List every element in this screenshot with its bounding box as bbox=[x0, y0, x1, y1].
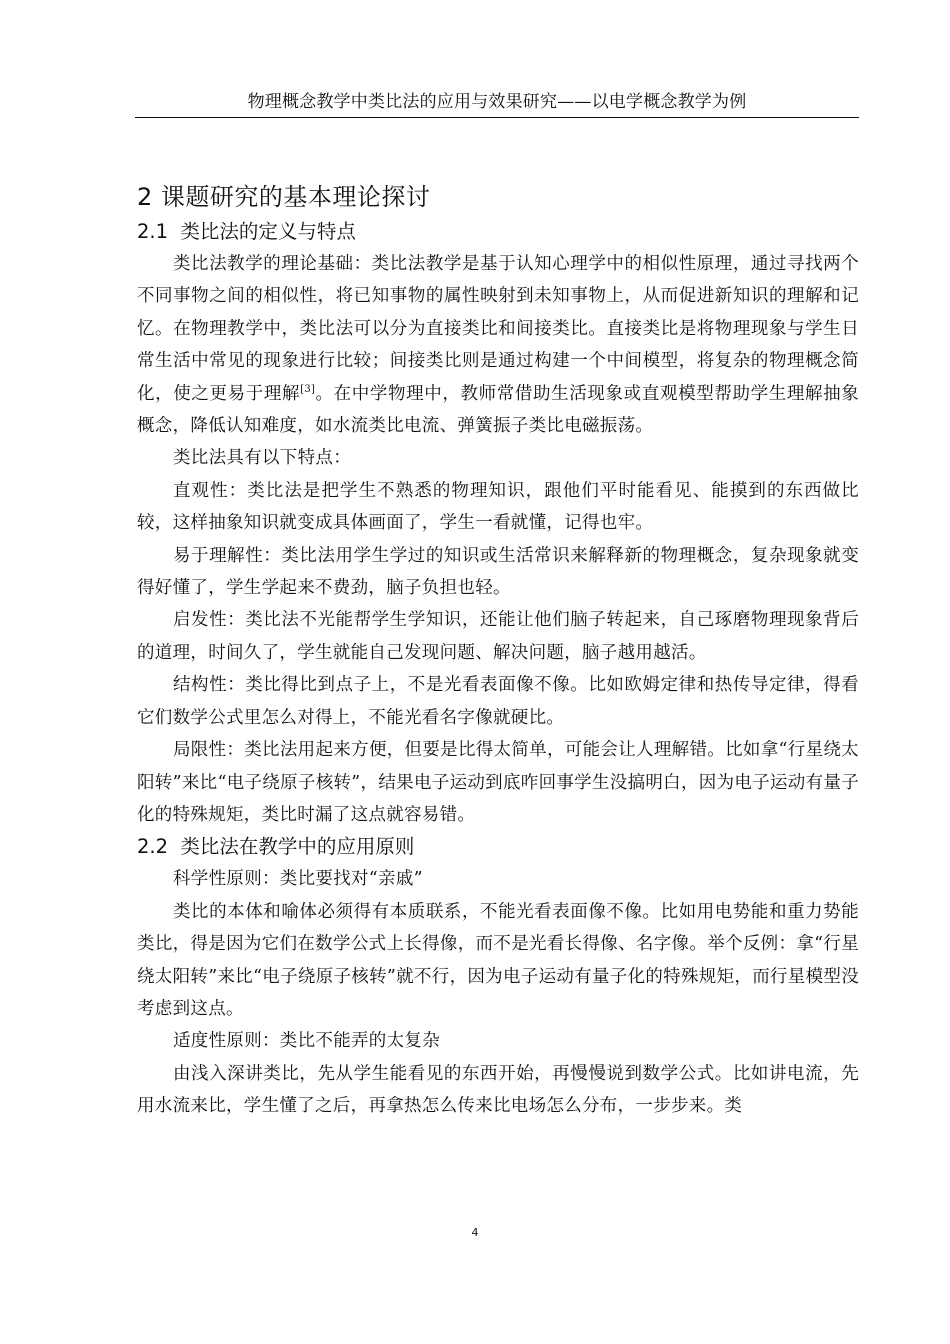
chapter-heading bbox=[137, 178, 859, 216]
paragraph-text: 类比法教学的理论基础：类比法教学是基于认知心理学中的相似性原理，通过寻找两个不同事物之间的相似性，将已知事物的属性映射到未知事物上，从而促进新知识的理解和记忆。在物理教学中，类比法可以分为直接类比和间接类比。直接类比是将物理现象与学生日常生活中常见的现象进行比较；间接类比则是通过构建一个中间模型，将复杂的物理概念简化，使之更易于理解 bbox=[137, 254, 859, 404]
section-heading-2-1 bbox=[137, 216, 859, 248]
section-heading-2-2 bbox=[137, 831, 859, 863]
paragraph-heuristic: 启发性：类比法不光能帮学生学知识，还能让他们脑子转起来，自己琢磨物理现象背后的道理，时间久了，学生就能自己发现问题、解决问题，脑子越用越活。 bbox=[137, 610, 859, 663]
page-number: 4 bbox=[471, 1226, 479, 1239]
paragraph-limitation: 局限性：类比法用起来方便，但要是比得太简单，可能会让人理解错。比如拿“行星绕太阳转”来比“电子绕原子核转”，结果电子运动到底咋回事学生没搞明白，因为电子运动有量子化的特殊规矩，类比时漏了这点就容易错。 bbox=[137, 740, 859, 825]
section-number: 2.2 bbox=[137, 835, 169, 859]
paragraph-moderation-principle: 适度性原则：类比不能弄的太复杂 bbox=[173, 1031, 440, 1052]
section-title: 类比法在教学中的应用原则 bbox=[180, 835, 415, 859]
paragraph-intuitiveness: 直观性：类比法是把学生不熟悉的物理知识，跟他们平时能看见、能摸到的东西做比较，这样抽象知识就变成具体画面了，学生一看就懂，记得也牢。 bbox=[137, 480, 859, 534]
paragraph-structural: 结构性：类比得比到点子上，不是光看表面像不像。比如欧姆定律和热传导定律，得看它们数学公式里怎么对得上，不能光看名字像就硬比。 bbox=[137, 675, 859, 728]
section-number: 2.1 bbox=[137, 220, 169, 243]
header-rule bbox=[135, 117, 859, 118]
paragraph-scientific-detail: 类比的本体和喻体必须得有本质联系，不能光看表面像不像。比如用电势能和重力势能类比，得是因为它们在数学公式上长得像，而不是光看长得像、名字像。举个反例：拿“行星绕太阳转”来比“电子绕原子核转”就不行，因为电子运动有量子化的特殊规矩，而行星模型没考虑到这点。 bbox=[137, 901, 859, 1019]
chapter-number: 2 bbox=[137, 183, 153, 211]
paragraph-moderation-detail: 由浅入深讲类比，先从学生能看见的东西开始，再慢慢说到数学公式。比如讲电流，先用水流来比，学生懂了之后，再拿热怎么传来比电场怎么分布，一步步来。类 bbox=[137, 1063, 859, 1117]
paragraph-scientific-principle: 科学性原则：类比要找对“亲戚” bbox=[173, 869, 423, 890]
citation-ref: [3] bbox=[300, 383, 316, 395]
section-title: 类比法的定义与特点 bbox=[180, 220, 356, 243]
page-content bbox=[137, 178, 859, 1123]
paragraph-text: 。在中学物理中，教师常借助生活现象或直观模型帮助学生理解抽象概念，降低认知难度，如水流类比电流、弹簧振子类比电磁振荡。 bbox=[137, 383, 859, 437]
running-header: 物理概念教学中类比法的应用与效果研究——以电学概念教学为例 bbox=[247, 92, 747, 112]
chapter-title: 课题研究的基本理论探讨 bbox=[160, 183, 431, 211]
paragraph-features-intro: 类比法具有以下特点： bbox=[173, 448, 351, 469]
paragraph-theory-basis bbox=[137, 248, 859, 442]
paragraph-comprehensibility: 易于理解性：类比法用学生学过的知识或生活常识来解释新的物理概念，复杂现象就变得好懂了，学生学起来不费劲，脑子负担也轻。 bbox=[137, 545, 859, 599]
